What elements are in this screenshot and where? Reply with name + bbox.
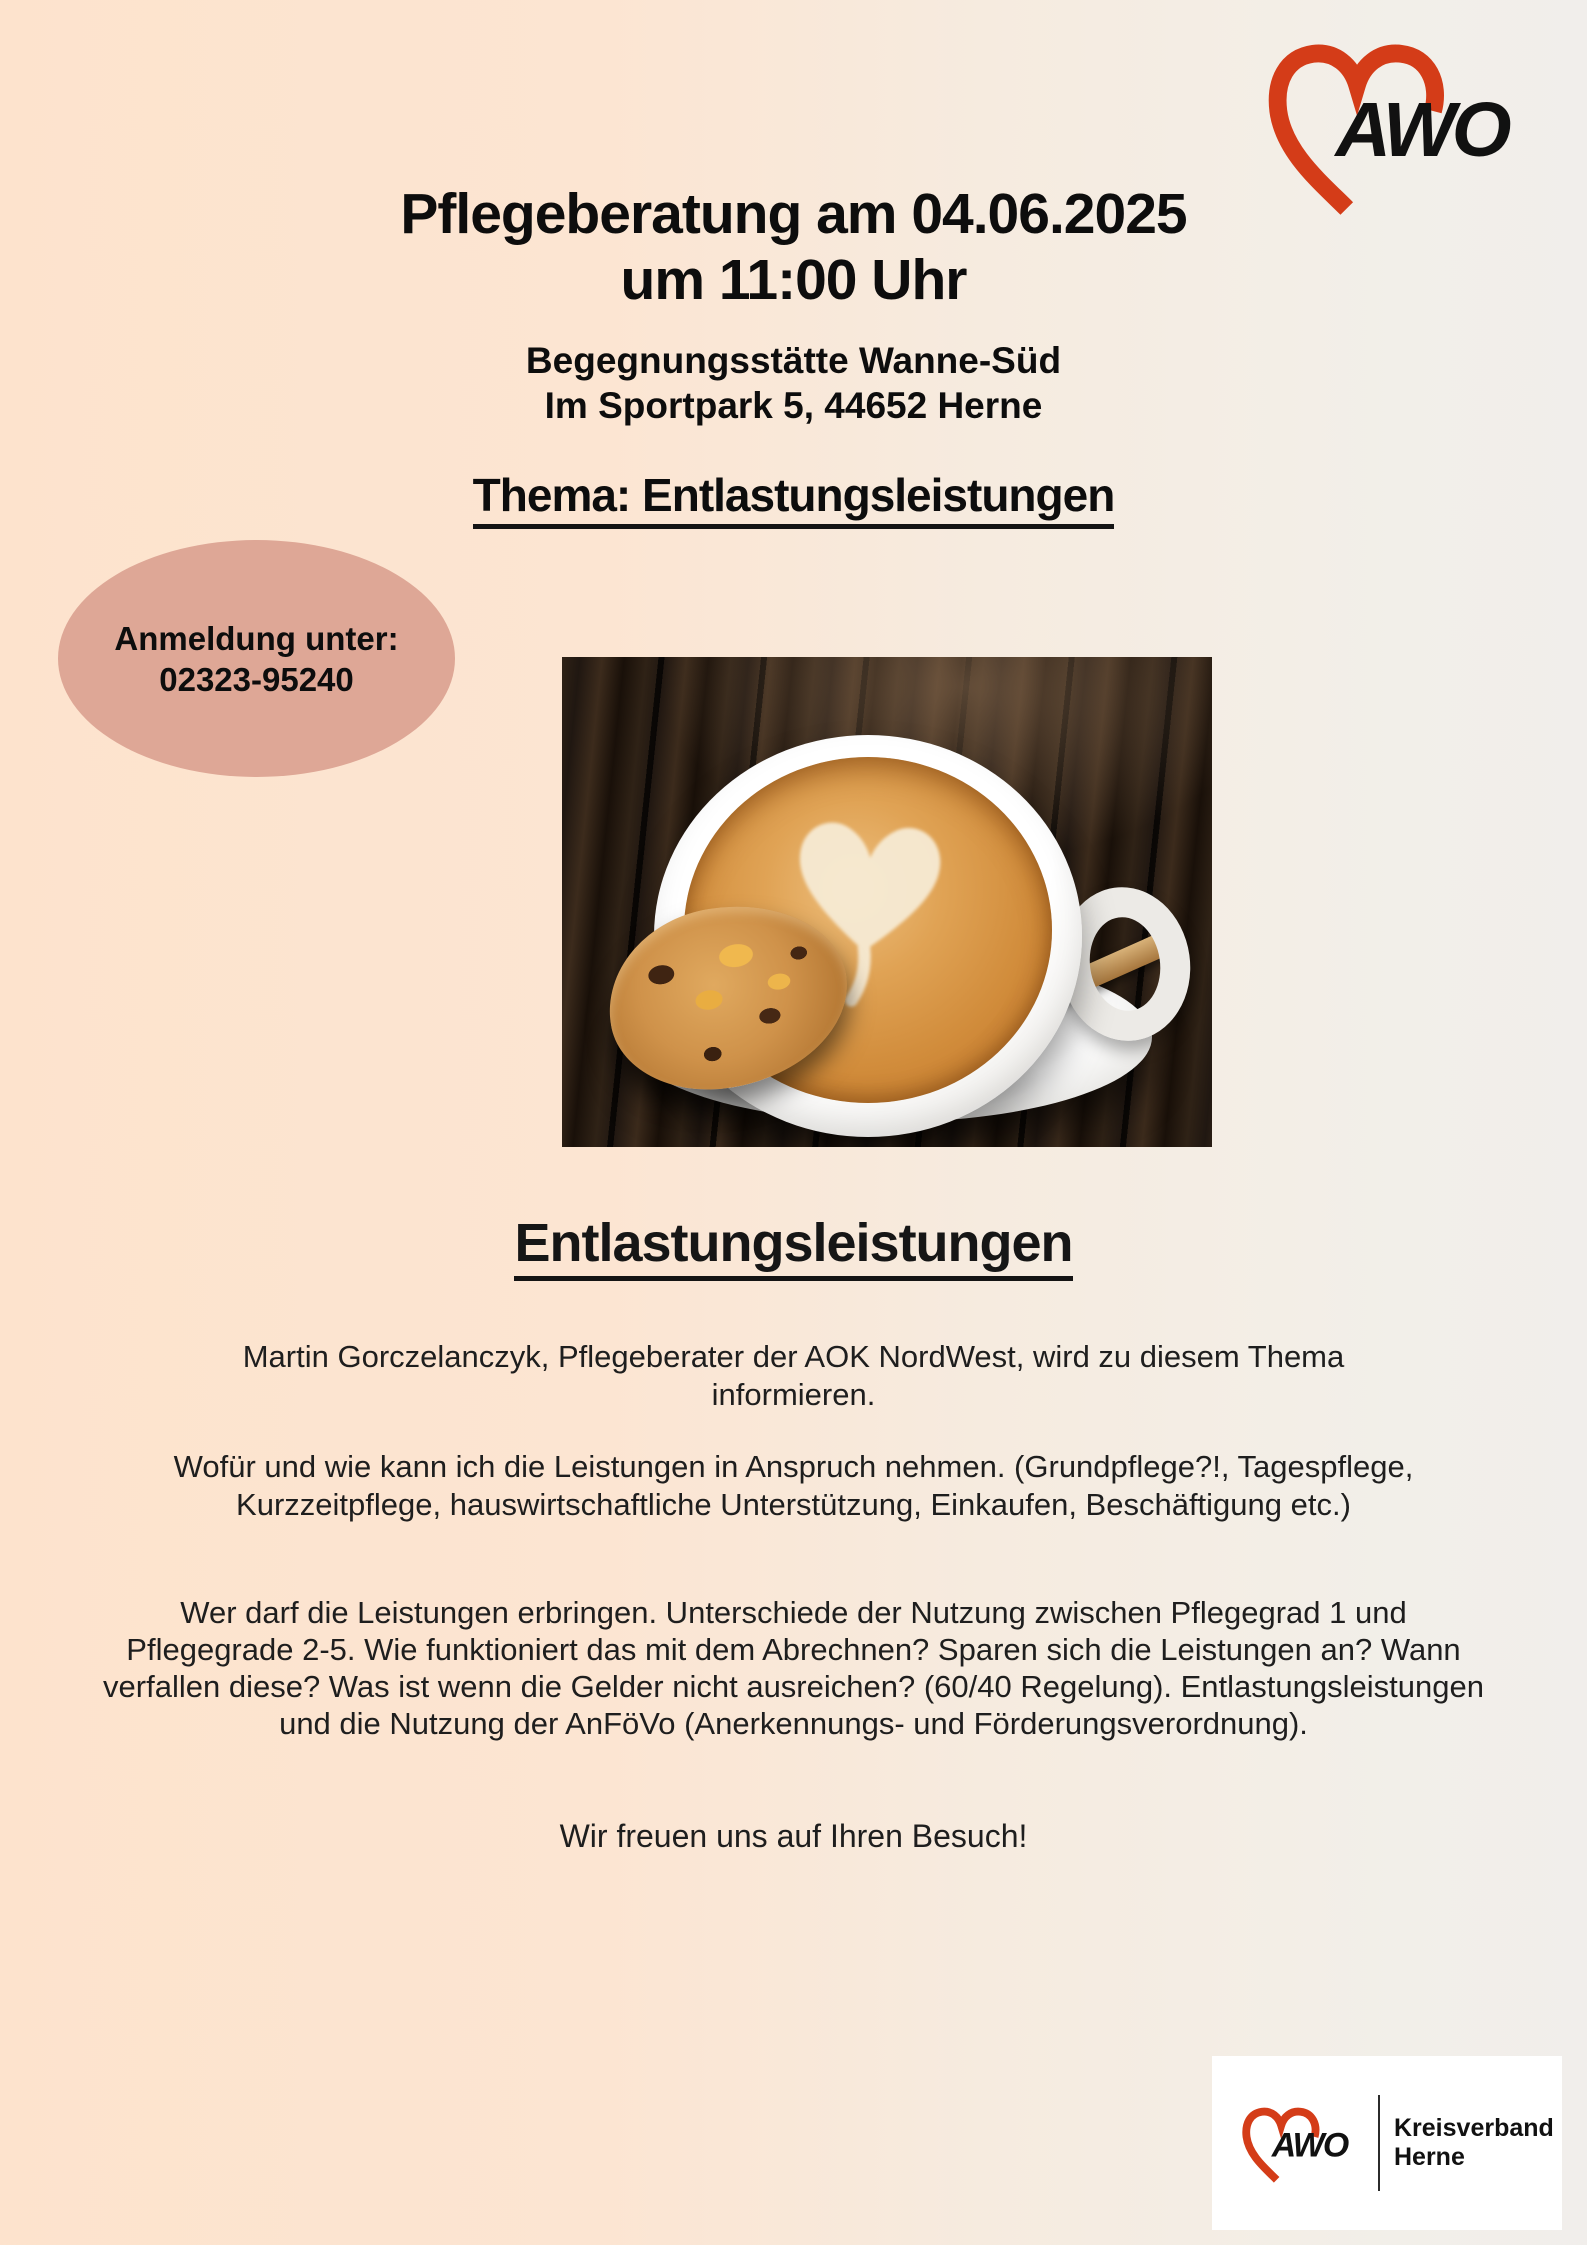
registration-bubble [58, 540, 455, 777]
paragraph-details: Wer darf die Leistungen erbringen. Unterschiede der Nutzung zwischen Pflegegrad 1 und Pflegegrade 2-5. Wie funktioniert das mit dem Abrechnen? Sparen sich die Leistungen an? Wann verfallen diese? Was ist wenn die Gelder nicht ausreichen? (60/40 Regelung). Entlastungsleistungen und die Nutzung der AnFöVo (Anerkennungs- und Förderungsverordnung). [103, 1595, 1484, 1741]
awo-footer-logo [1242, 2102, 1374, 2185]
coffee-photo [562, 657, 1212, 1147]
page-title [0, 181, 1587, 313]
footer-org-name [1394, 2114, 1554, 2172]
footer-divider [1378, 2095, 1380, 2191]
paragraph-services: Wofür und wie kann ich die Leistungen in Anspruch nehmen. (Grundpflege?!, Tagespflege, Kurzzeitpflege, hauswirtschaftliche Unterstützung, Einkaufen, Beschäftigung etc.) [173, 1449, 1414, 1522]
title-line-1: Pflegeberatung am 04.06.2025 [400, 182, 1187, 246]
registration-label: Anmeldung unter: [114, 619, 399, 657]
awo-logo-text: AWO [1335, 87, 1508, 174]
title-line-2: um 11:00 Uhr [620, 248, 967, 312]
footer-org-line-1: Kreisverband [1394, 2114, 1554, 2142]
topic-heading-text: Thema: Entlastungsleistungen [473, 469, 1115, 529]
venue-address [0, 338, 1587, 428]
section-heading [0, 1212, 1587, 1274]
paragraph-speaker: Martin Gorczelanczyk, Pflegeberater der AOK NordWest, wird zu diesem Thema informieren. [242, 1339, 1345, 1412]
venue-line-2: Im Sportpark 5, 44652 Herne [544, 385, 1043, 426]
topic-heading [0, 468, 1587, 522]
closing-line: Wir freuen uns auf Ihren Besuch! [559, 1818, 1028, 1854]
venue-line-1: Begegnungsstätte Wanne-Süd [525, 340, 1062, 381]
footer-org-line-2: Herne [1394, 2143, 1465, 2171]
registration-phone: 02323-95240 [159, 660, 354, 698]
awo-footer-logo-text: AWO [1271, 2126, 1348, 2165]
footer-logo-card [1212, 2056, 1562, 2230]
section-heading-text: Entlastungsleistungen [514, 1213, 1072, 1281]
